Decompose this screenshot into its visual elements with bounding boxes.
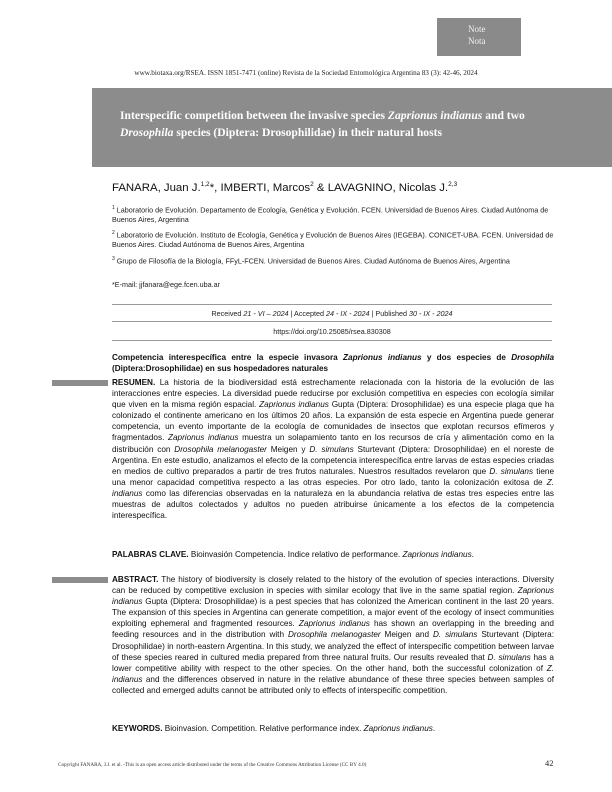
resumen-paragraph: RESUMEN. La historia de la biodiversidad está estrechamente relacionada con la historia de la evolución de las interacciones entre especies. La diversidad puede reducirse por exclusión competitiva en especies con ecología similar que viven en la misma región espacial. Zaprionus indianus Gupta (Diptera: Drosophilidae) es una especie plaga que ha colonizado el continente americano en los últimos 20 años. La expansión de esta especie en Argentina puede generar competencia, un evento importante de la ecología de comunidades de insectos que explotan recursos efímeros y fragmentados. Zaprionus indianus muestra un solapamiento tanto en los recursos de cría y alimentación como en la distribución con Drosophila melanogaster Meigen y D. simulans Sturtevant (Diptera: Drosophilidae) en el noreste de Argentina. En este estudio, analizamos el efecto de la competencia interespecífica entre larvas de estas especies criadas en medios de cultivo preparados a partir de tres frutos naturales. Nuestros resultados revelaron que D. simulans tiene una menor capacidad competitiva respecto a las otras especies. Por otro lado, tanto la colonización exitosa de Z. indianus como las diferencias observadas en la naturaleza en la abundancia relativa de estas tres especies entre las muestras de adultos colectados y adultos no pueden atribuirse únicamente a los efectos de la competencia interespecífica. <box>112 378 555 521</box>
section-marker-resumen <box>52 380 108 386</box>
page-number: 42 <box>545 759 554 768</box>
note-label-es: Nota <box>468 36 486 46</box>
journal-citation: www.biotaxa.org/RSEA. ISSN 1851-7471 (online) Revista de la Sociedad Entomológica Argentina 83 (3): 42-46, 2024 <box>134 69 478 77</box>
doi-link[interactable]: https://doi.org/10.25085/rsea.830308 <box>273 327 391 336</box>
title-banner <box>92 88 612 167</box>
copyright-notice: Copyright FANARA, J.J. et al. -This is an open access article distributed under the terms of the Creative Commons Attribution License (CC BY 4.0) <box>58 762 367 768</box>
palabras-clave: PALABRAS CLAVE. Bioinvasión Competencia. Indice relativo de performance. Zaprionus indianus. <box>112 550 474 559</box>
corresponding-email[interactable]: *E-mail: jjfanara@ege.fcen.uba.ar <box>112 280 220 289</box>
divider-bottom <box>112 340 552 341</box>
divider-middle <box>112 321 552 322</box>
article-title: Interspecific competition between the invasive species Zaprionus indianus and two Drosophila species (Diptera: Drosophilidae) in their natural hosts <box>120 109 525 139</box>
note-badge <box>437 18 521 56</box>
affiliation-2: $^2$ Laboratorio de Evolución. Instituto de Ecología, Genética y Evolución de Buenos Aires (IEGEBA). CONICET-UBA. FCEN. Universidad de Buenos Aires. Ciudad Autónoma de Buenos Aires, Argentina <box>112 230 554 250</box>
keywords: KEYWORDS. Bioinvasion. Competition. Relative performance index. Zaprionus indianus. <box>112 724 436 733</box>
affiliation-1: $^1$ Laboratorio de Evolución. Departamento de Ecología, Genética y Evolución. FCEN. Universidad de Buenos Aires. Ciudad Autónoma de Buenos Aires, Argentina <box>112 205 549 225</box>
spanish-title: Competencia interespecífica entre la especie invasora Zaprionus indianus y dos especies de Drosophila (Diptera:Drosophilidae) en sus hospedadores naturales <box>112 353 555 373</box>
article-dates: Received 21 - VI – 2024 | Accepted 24 - IX - 2024 | Published 30 - IX - 2024 <box>211 309 453 318</box>
abstract-paragraph: ABSTRACT. The history of biodiversity is closely related to the history of the evolution of species interactions. Diversity can be reduced by competitive exclusion in species with similar ecology that live in the same spatial region. Zaprionus indianus Gupta (Diptera: Drosophilidae) is a pest species that has colonized the American continent in the last 20 years. The expansion of this species in Argentina can generate competition, a major event of the ecology of insect communities exploiting ephemeral and fragmented resources. Zaprionus indianus has shown an overlapping in the breeding and feeding resources and in the distribution with Drosophila melanogaster Meigen and D. simulans Sturtevant (Diptera: Drosophilidae) in north-eastern Argentina. In this study, we analyzed the effect of interspecific competition between larvae of these species reared in cultured media prepared from three natural fruits. Our results revealed that D. simulans has a lower competitive ability with respect to the other species. On the other hand, both the successful colonization of Z. indianus and the differences observed in nature in the relative abundance of these three species between samples of collected and emerged adults cannot be attributed only to effects of interspecific competition. <box>112 575 554 695</box>
author-list: FANARA, Juan J.$^{1,2}$*, IMBERTI, Marcos$^2$ & LAVAGNINO, Nicolas J.$^{2,3}$ <box>112 181 458 194</box>
note-label-en: Note <box>468 24 486 34</box>
section-marker-abstract <box>52 577 108 583</box>
divider-top <box>112 304 552 305</box>
affiliation-3: $^3$ Grupo de Filosofía de la Biología, FFyL-FCEN. Universidad de Buenos Aires. Ciudad Autónoma de Buenos Aires, Argentina <box>112 256 510 266</box>
